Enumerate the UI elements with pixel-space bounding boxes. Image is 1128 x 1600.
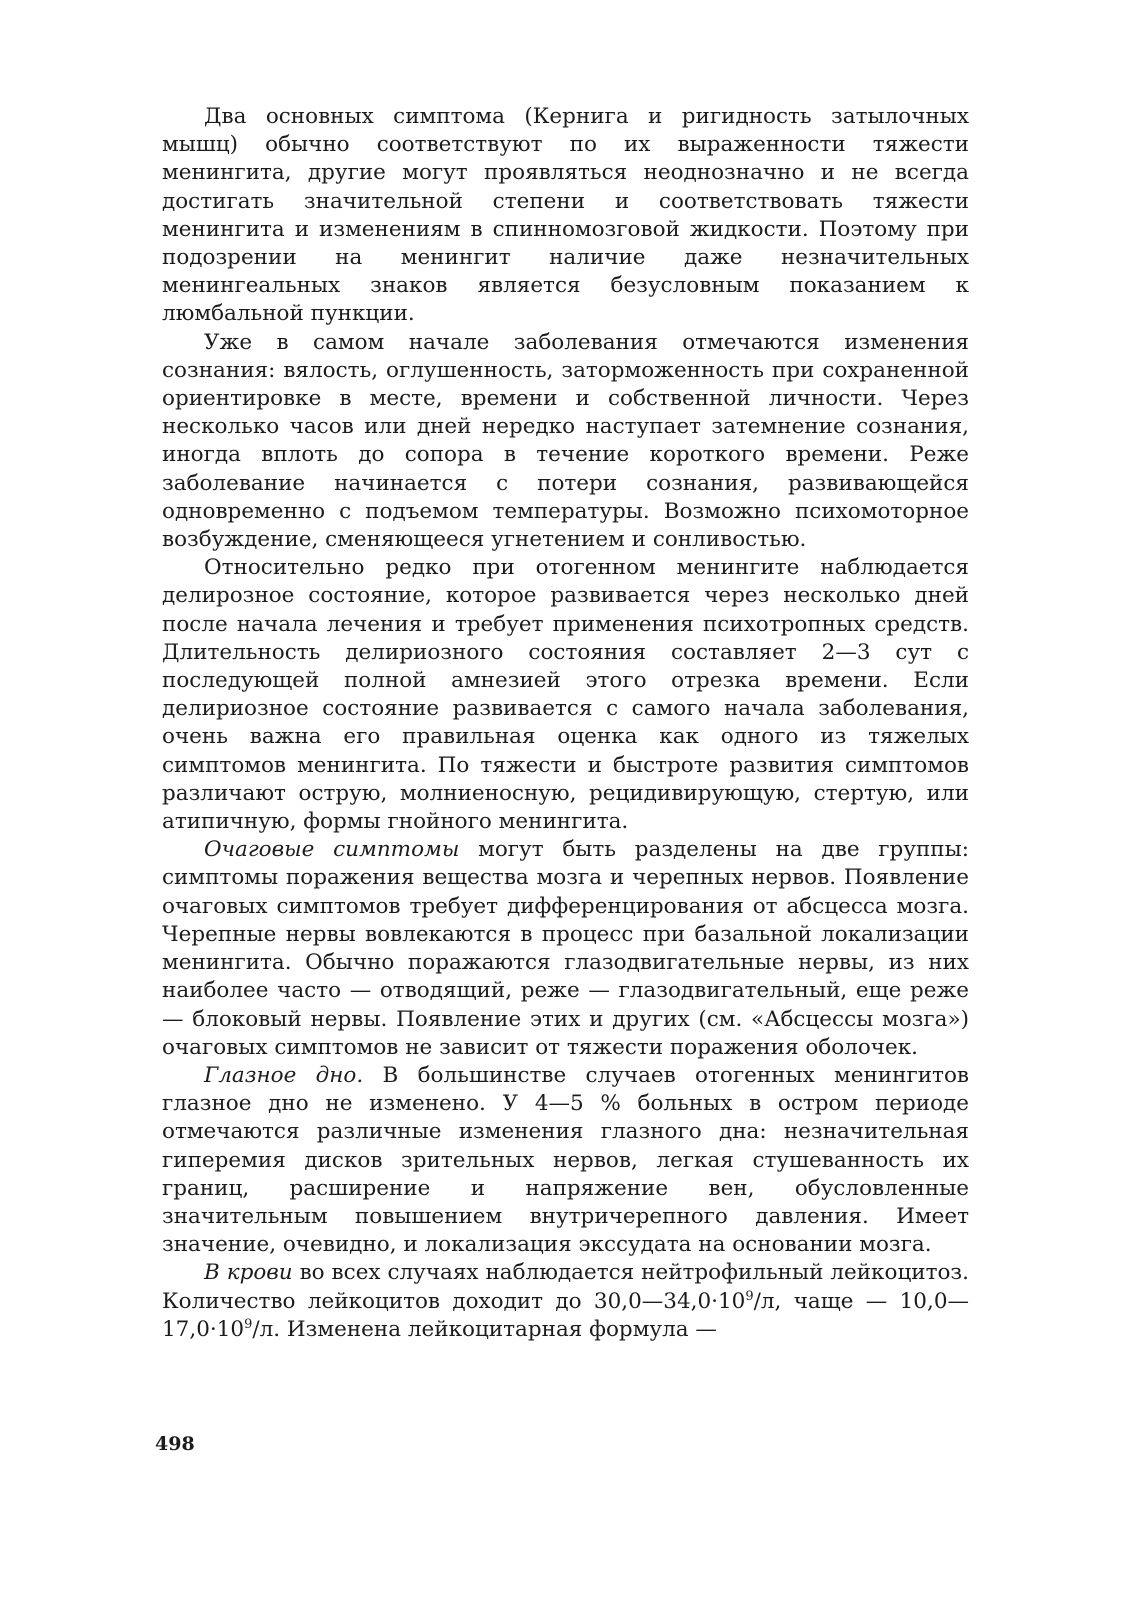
fundus-text: В большинстве случаев отогенных менингитов глазное дно не изменено. У 4—5 % больных в остром периоде отмечаются различные изменения глазного дна: незначительная гиперемия дисков зрительных нервов, легкая стушеванность их границ, расширение и напряжение вен, обусловленные значительным повышением внутричерепного давления. Имеет значение, очевидно, и локализация экссудата на основании мозга. [162, 1062, 969, 1258]
fundus-heading: Глазное дно. [204, 1062, 364, 1088]
blood-exponent-1: 9 [745, 1288, 754, 1304]
blood-exponent-2: 9 [244, 1316, 253, 1332]
paragraph-fundus [162, 1062, 969, 1259]
paragraph-focal-symptoms [162, 836, 969, 1062]
focal-symptoms-text: могут быть разделены на две группы: симптомы поражения вещества мозга и черепных нервов. Появление очаговых симптомов требует дифференцирования от абсцесса мозга. Черепные нервы вовлекаются в процесс при базальной локализации менингита. Обычно поражаются глазодвигательные нервы, из них наиболее часто — отводящий, реже — глазодвигательный, еще реже — блоковый нервы. Появление этих и других (см. «Абсцессы мозга») очаговых симптомов не зависит от тяжести поражения оболочек. [162, 837, 969, 1060]
blood-text-b: /л, чаще — 10,0—17,0·10 [162, 1288, 969, 1342]
blood-text-c: /л. Изменена лейкоцитарная формула — [252, 1316, 717, 1342]
blood-text-a: во всех случаях наблюдается нейтрофильный лейкоцитоз. Количество лейкоцитов доходит до 30,0—34,0·10 [162, 1260, 969, 1314]
blood-heading: В крови [204, 1260, 293, 1286]
focal-symptoms-heading: Очаговые симптомы [204, 837, 460, 863]
paragraph-delirium: Относительно редко при отогенном менингите наблюдается делирозное состояние, которое развивается через несколько дней после начала лечения и требует применения психотропных средств. Длительность делириозного состояния составляет 2—3 сут с последующей полной амнезией этого отрезка времени. Если делириозное состояние развивается с самого начала заболевания, очень важна его правильная оценка как одного из тяжелых симптомов менингита. По тяжести и быстроте развития симптомов различают острую, молниеносную, рецидивирующую, стертую, или атипичную, формы гнойного менингита. [162, 555, 969, 835]
paragraph-consciousness-changes: Уже в самом начале заболевания отмечаются изменения сознания: вялость, оглушенность, заторможенность при сохраненной ориентировке в месте, времени и собственной личности. Через несколько часов или дней нередко наступает затемнение сознания, иногда вплоть до сопора в течение короткого времени. Реже заболевание начинается с потери сознания, развивающейся одновременно с подъемом температуры. Возможно психомоторное возбуждение, сменяющееся угнетением и сонливостью. [162, 329, 969, 553]
paragraph-blood [162, 1259, 969, 1344]
page-number: 498 [155, 1433, 195, 1455]
paragraph-meningeal-symptoms: Два основных симптома (Кернига и ригидность затылочных мышц) обычно соответствуют по их выраженности тяжести менингита, другие могут проявляться неоднозначно и не всегда достигать значительной степени и соответствовать тяжести менингита и изменениям в спинномозговой жидкости. Поэтому при подозрении на менингит наличие даже незначительных менингеальных знаков является безусловным показанием к люмбальной пункции. [162, 104, 969, 327]
body-text [162, 103, 969, 1344]
